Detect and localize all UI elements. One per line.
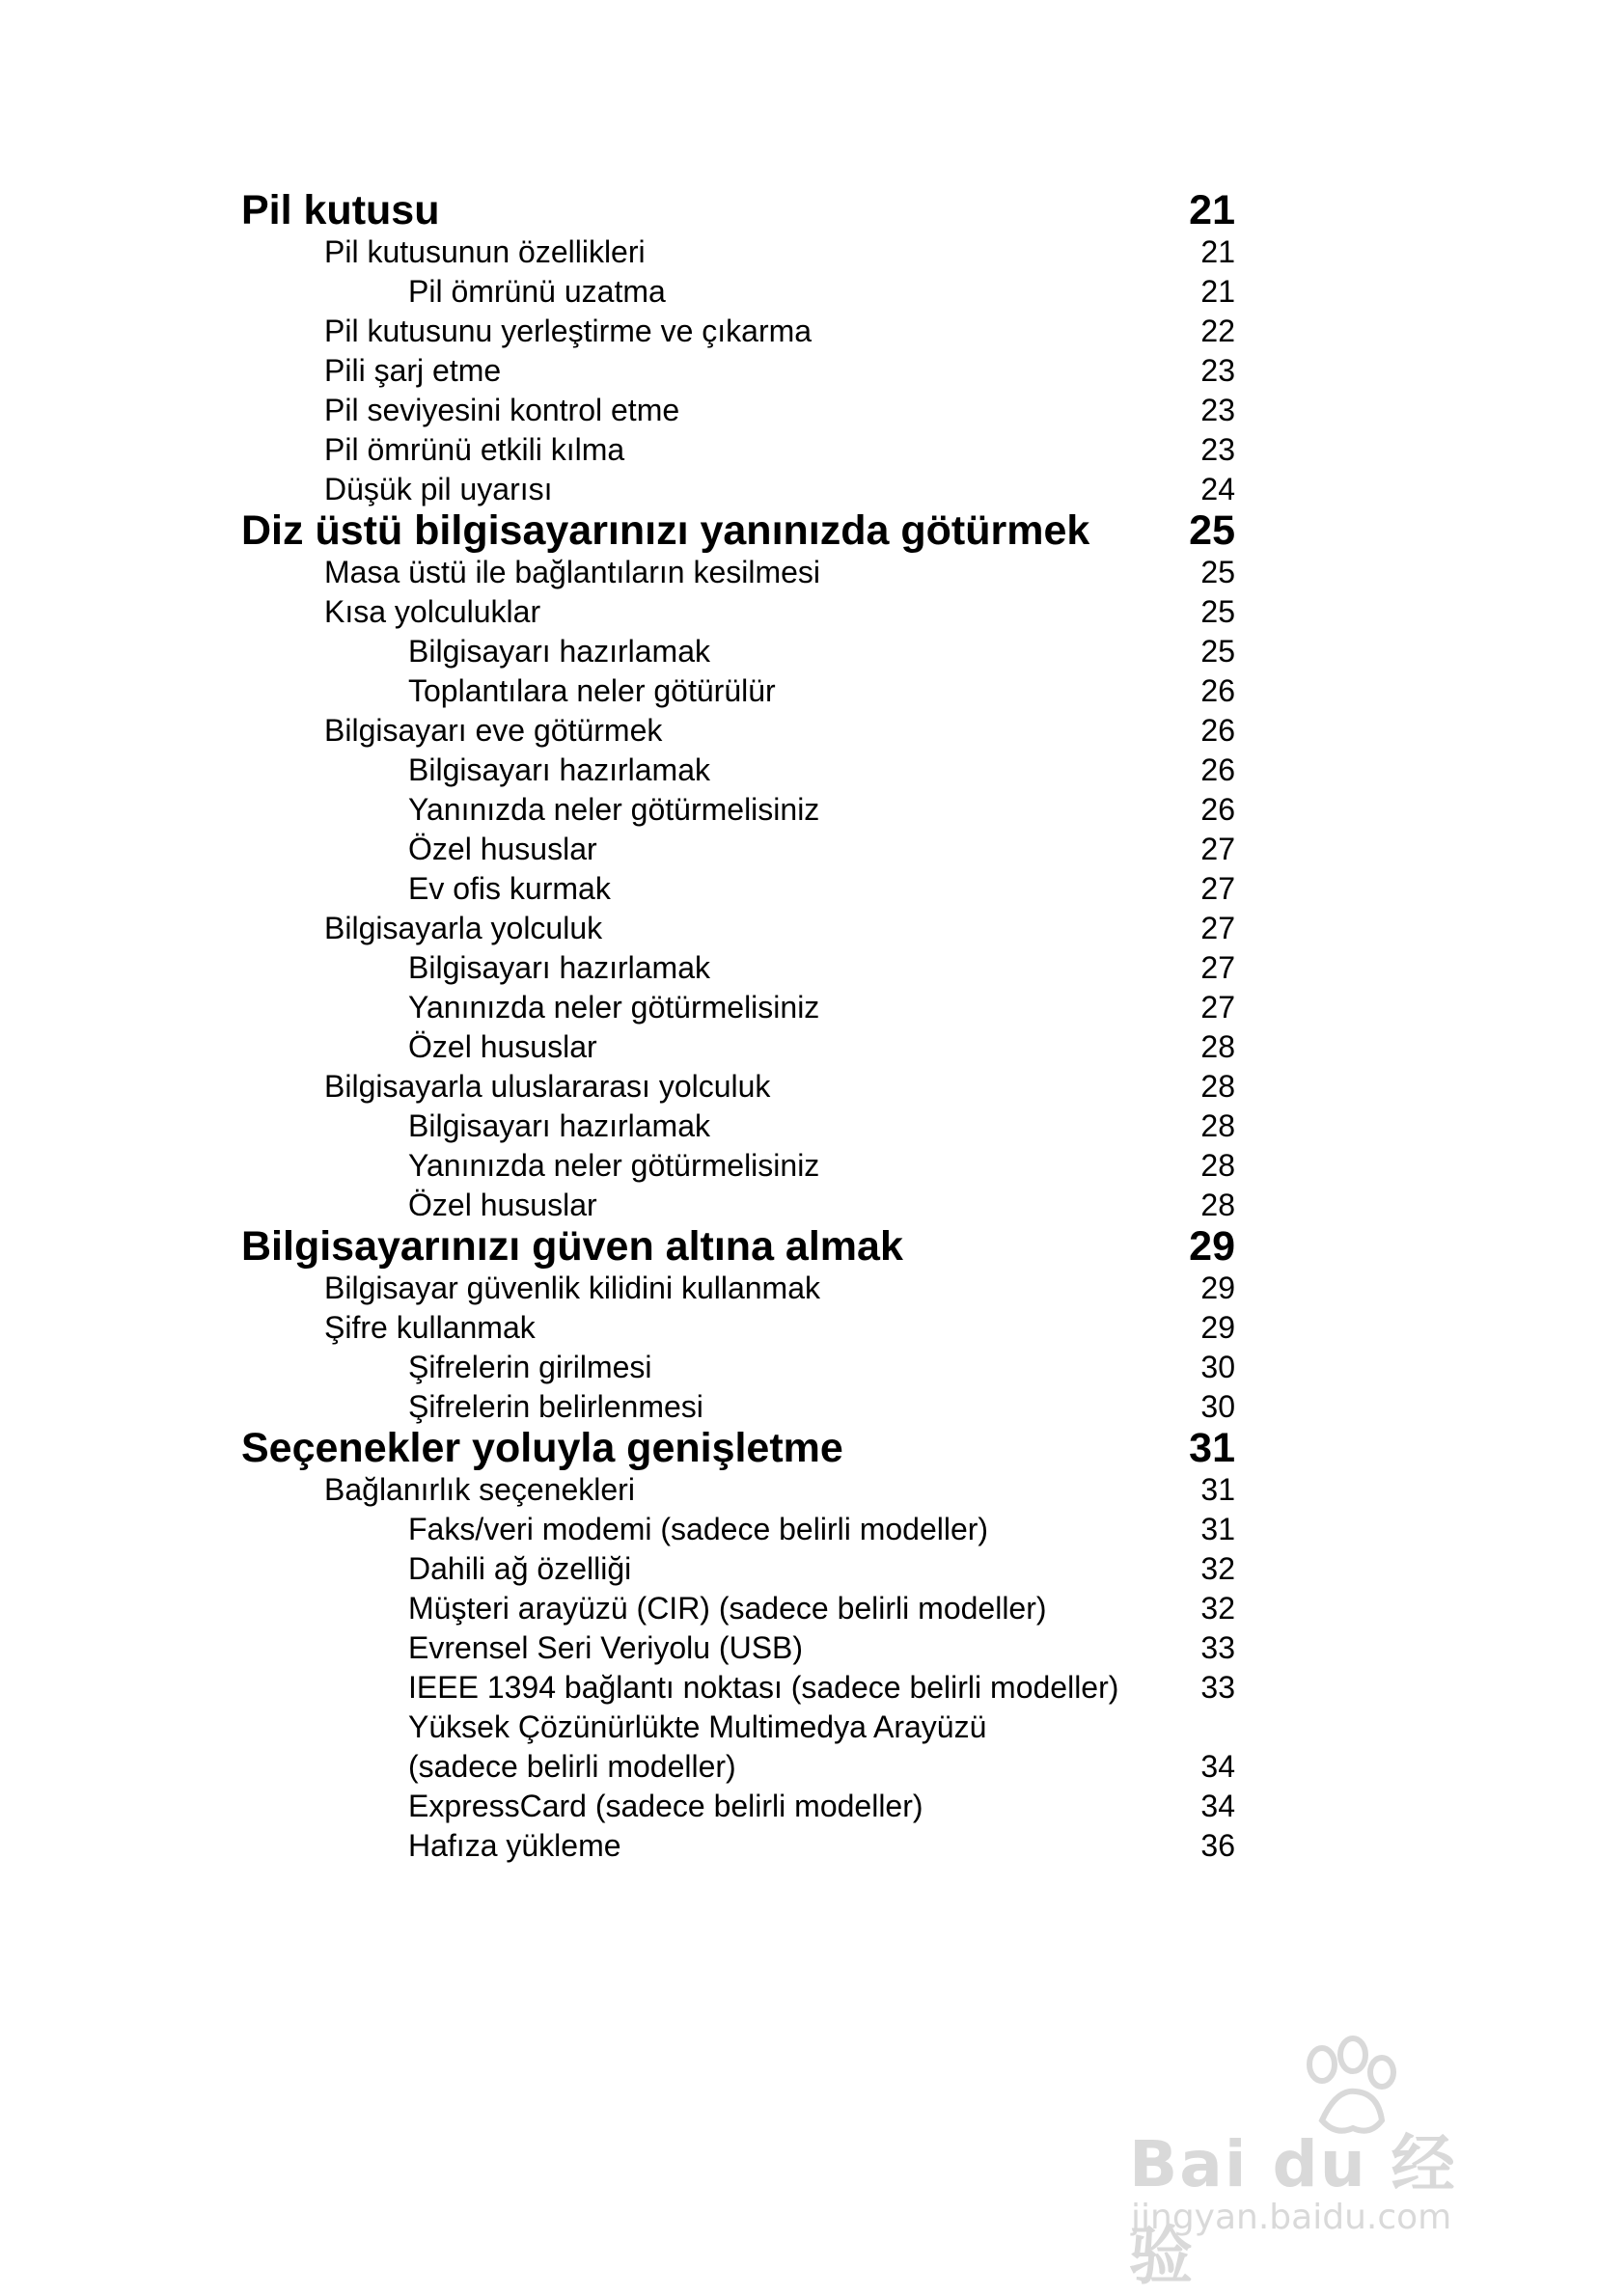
- toc-section[interactable]: [241, 553, 1235, 592]
- toc-entry-title: Faks/veri modemi (sadece belirli modeller): [408, 1512, 989, 1546]
- toc-subsection[interactable]: [241, 1146, 1235, 1186]
- toc-subsection[interactable]: [241, 948, 1235, 988]
- toc-entry-title: Bağlanırlık seçenekleri: [324, 1472, 635, 1507]
- toc-section[interactable]: [241, 391, 1235, 430]
- toc-section[interactable]: [241, 909, 1235, 948]
- toc-entry-page-number: 36: [1200, 1828, 1235, 1863]
- toc-entry-title: Yanınızda neler götürmelisiniz: [408, 1148, 820, 1183]
- toc-entry-title: Bilgisayarı hazırlamak: [408, 752, 710, 787]
- toc-entry-page-number: 25: [1200, 594, 1235, 629]
- toc-subsection[interactable]: [241, 751, 1235, 790]
- toc-entry-title: Şifre kullanmak: [324, 1310, 536, 1345]
- toc-subsection[interactable]: [241, 1589, 1235, 1628]
- toc-entry-page-number: 28: [1200, 1148, 1235, 1183]
- toc-entry-title: Bilgisayarı eve götürmek: [324, 713, 663, 748]
- toc-entry-page-number: 24: [1200, 472, 1235, 506]
- toc-entry-page-number: 31: [1200, 1472, 1235, 1507]
- toc-subsection[interactable]: [241, 1186, 1235, 1225]
- toc-entry-title: ExpressCard (sadece belirli modeller): [408, 1789, 923, 1823]
- toc-entry-title: IEEE 1394 bağlantı noktası (sadece belirli modeller): [408, 1670, 1119, 1705]
- toc-entry-page-number: 26: [1200, 792, 1235, 827]
- toc-section[interactable]: [241, 1308, 1235, 1348]
- toc-entry-page-number: 27: [1200, 871, 1235, 906]
- toc-section[interactable]: [241, 1269, 1235, 1308]
- toc-section[interactable]: [241, 1470, 1235, 1510]
- toc-subsection[interactable]: [241, 1387, 1235, 1427]
- baidu-jingyan-watermark: [1129, 2036, 1496, 2293]
- toc-entry-page-number: 25: [1200, 634, 1235, 669]
- toc-entry-page-number: 27: [1200, 950, 1235, 985]
- toc-section[interactable]: [241, 232, 1235, 272]
- toc-entry-title: Müşteri arayüzü (CIR) (sadece belirli modeller): [408, 1591, 1047, 1626]
- toc-section[interactable]: [241, 711, 1235, 751]
- toc-entry-page-number: 23: [1200, 393, 1235, 427]
- toc-subsection[interactable]: [241, 1708, 1235, 1787]
- toc-entry-page-number: 25: [1200, 555, 1235, 589]
- toc-entry-page-number: 32: [1200, 1591, 1235, 1626]
- toc-entry-title: Bilgisayarı hazırlamak: [408, 634, 710, 669]
- toc-entry-title: Evrensel Seri Veriyolu (USB): [408, 1630, 804, 1665]
- toc-entry-page-number: 25: [1189, 507, 1235, 554]
- toc-entry-title: Pil ömrünü etkili kılma: [324, 432, 625, 467]
- toc-entry-page-number: 33: [1200, 1630, 1235, 1665]
- toc-entry-title: Bilgisayar güvenlik kilidini kullanmak: [324, 1271, 820, 1305]
- toc-entry-title: Düşük pil uyarısı: [324, 472, 553, 506]
- toc-chapter[interactable]: [241, 509, 1235, 553]
- toc-subsection[interactable]: [241, 671, 1235, 711]
- toc-entry-page-number: 21: [1200, 234, 1235, 269]
- toc-entry-page-number: 28: [1200, 1108, 1235, 1143]
- toc-subsection[interactable]: [241, 988, 1235, 1027]
- toc-entry-title: Bilgisayarla uluslararası yolculuk: [324, 1069, 771, 1104]
- toc-entry-title: Şifrelerin belirlenmesi: [408, 1389, 703, 1424]
- toc-entry-page-number: 27: [1200, 990, 1235, 1025]
- toc-entry-title: Şifrelerin girilmesi: [408, 1350, 652, 1384]
- toc-entry-page-number: 27: [1200, 832, 1235, 866]
- toc-entry-page-number: 30: [1200, 1389, 1235, 1424]
- toc-entry-page-number: 26: [1200, 673, 1235, 708]
- toc-entry-page-number: 28: [1200, 1188, 1235, 1222]
- toc-entry-title: Bilgisayarınızı güven altına almak: [241, 1223, 903, 1270]
- toc-entry-title: Özel hususlar: [408, 1188, 597, 1222]
- toc-entry-page-number: 32: [1200, 1551, 1235, 1586]
- toc-entry-title: Hafıza yükleme: [408, 1828, 621, 1863]
- toc-entry-title: Kısa yolculuklar: [324, 594, 541, 629]
- toc-entry-title: Pil kutusunu yerleştirme ve çıkarma: [324, 314, 813, 348]
- toc-entry-title: Pil kutusu: [241, 187, 440, 233]
- toc-chapter[interactable]: [241, 189, 1235, 232]
- table-of-contents: [241, 189, 1235, 1866]
- toc-entry-title: Diz üstü bilgisayarınızı yanınızda götürmek: [241, 507, 1090, 554]
- toc-entry-page-number: 30: [1200, 1350, 1235, 1384]
- toc-section[interactable]: [241, 592, 1235, 632]
- toc-subsection[interactable]: [241, 790, 1235, 830]
- toc-entry-page-number: 31: [1189, 1425, 1235, 1471]
- toc-entry-title: Pil seviyesini kontrol etme: [324, 393, 680, 427]
- toc-entry-title: Yüksek Çözünürlükte Multimedya Arayüzü (sadece belirli modeller): [408, 1709, 987, 1784]
- toc-section[interactable]: [241, 312, 1235, 351]
- toc-entry-title: Bilgisayarı hazırlamak: [408, 950, 710, 985]
- toc-entry-page-number: 21: [1200, 274, 1235, 309]
- toc-section[interactable]: [241, 470, 1235, 509]
- toc-entry-title: Pili şarj etme: [324, 353, 502, 388]
- toc-entry-page-number: 26: [1200, 713, 1235, 748]
- toc-subsection[interactable]: [241, 1826, 1235, 1866]
- toc-entry-page-number: 26: [1200, 752, 1235, 787]
- toc-entry-page-number: 23: [1200, 353, 1235, 388]
- toc-chapter[interactable]: [241, 1225, 1235, 1269]
- toc-subsection[interactable]: [241, 1107, 1235, 1146]
- toc-entry-title: Masa üstü ile bağlantıların kesilmesi: [324, 555, 821, 589]
- toc-subsection[interactable]: [241, 1027, 1235, 1067]
- toc-entry-page-number: 28: [1200, 1029, 1235, 1064]
- toc-entry-page-number: 23: [1200, 432, 1235, 467]
- toc-entry-title: Özel hususlar: [408, 832, 597, 866]
- toc-subsection[interactable]: [241, 1628, 1235, 1668]
- toc-entry-page-number: 31: [1200, 1512, 1235, 1546]
- toc-entry-title: Toplantılara neler götürülür: [408, 673, 776, 708]
- watermark-logo-text: Bai du 经验: [1129, 2127, 1457, 2293]
- toc-entry-title: Seçenekler yoluyla genişletme: [241, 1425, 843, 1471]
- toc-entry-title: Pil ömrünü uzatma: [408, 274, 666, 309]
- toc-entry-page-number: 34: [1200, 1789, 1235, 1823]
- toc-section[interactable]: [241, 351, 1235, 391]
- toc-subsection[interactable]: [241, 1348, 1235, 1387]
- toc-subsection[interactable]: [241, 830, 1235, 869]
- toc-entry-page-number: 33: [1200, 1670, 1235, 1705]
- toc-entry-title: Ev ofis kurmak: [408, 871, 611, 906]
- toc-entry-title: Bilgisayarı hazırlamak: [408, 1108, 710, 1143]
- toc-entry-title: Yanınızda neler götürmelisiniz: [408, 792, 820, 827]
- toc-section[interactable]: [241, 430, 1235, 470]
- toc-entry-page-number: 29: [1200, 1271, 1235, 1305]
- toc-entry-page-number: 22: [1200, 314, 1235, 348]
- toc-entry-page-number: 29: [1189, 1223, 1235, 1270]
- toc-entry-title: Özel hususlar: [408, 1029, 597, 1064]
- toc-subsection[interactable]: [241, 272, 1235, 312]
- toc-entry-title: Pil kutusunun özellikleri: [324, 234, 646, 269]
- toc-entry-title: Bilgisayarla yolculuk: [324, 911, 603, 945]
- toc-chapter[interactable]: [241, 1427, 1235, 1470]
- toc-entry-page-number: 29: [1200, 1310, 1235, 1345]
- toc-subsection[interactable]: [241, 1668, 1235, 1708]
- toc-entry-page-number: 34: [1200, 1749, 1235, 1784]
- toc-entry-title: Dahili ağ özelliği: [408, 1551, 632, 1586]
- toc-subsection[interactable]: [241, 632, 1235, 671]
- toc-subsection[interactable]: [241, 1510, 1235, 1549]
- watermark-url: jingyan.baidu.com: [1131, 2198, 1452, 2237]
- toc-subsection[interactable]: [241, 1787, 1235, 1826]
- toc-subsection[interactable]: [241, 869, 1235, 909]
- toc-entry-title: Yanınızda neler götürmelisiniz: [408, 990, 820, 1025]
- toc-section[interactable]: [241, 1067, 1235, 1107]
- toc-entry-page-number: 21: [1189, 187, 1235, 233]
- toc-entry-page-number: 27: [1200, 911, 1235, 945]
- toc-subsection[interactable]: [241, 1549, 1235, 1589]
- toc-entry-page-number: 28: [1200, 1069, 1235, 1104]
